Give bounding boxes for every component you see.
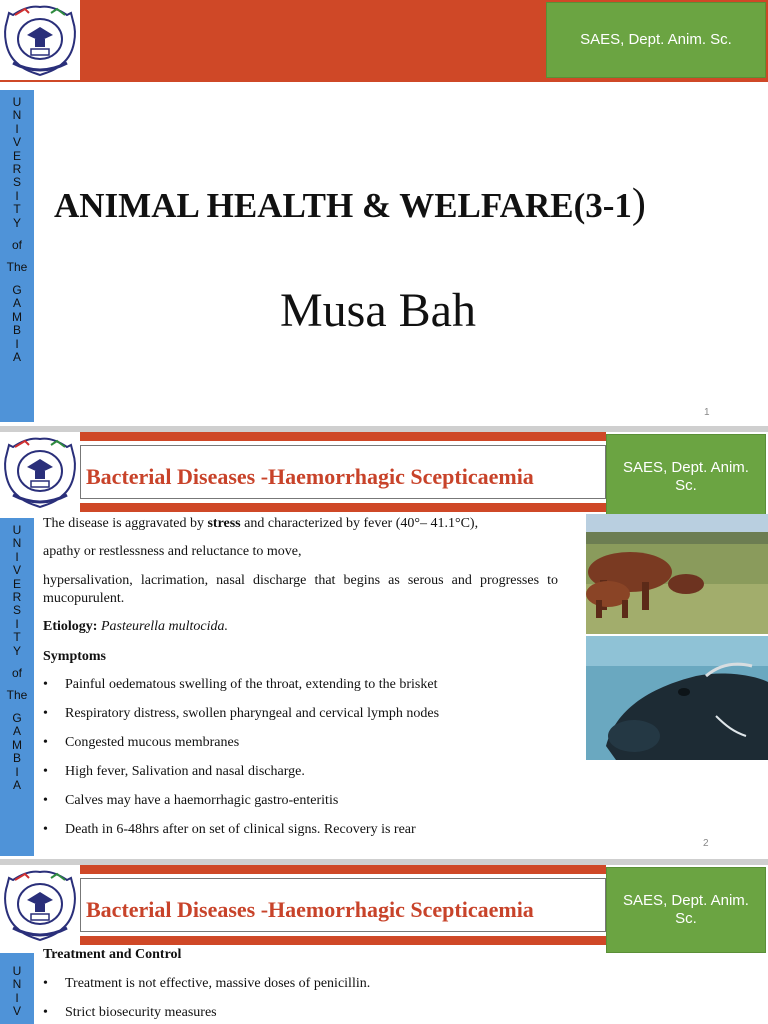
slide-title: Bacterial Diseases -Haemorrhagic Scepticaemia <box>86 464 534 489</box>
sidebar-letter: A <box>12 296 21 311</box>
crest-icon <box>1 866 79 944</box>
crest-icon <box>1 1 79 79</box>
sidebar-letter: B <box>12 323 21 338</box>
author-name: Musa Bah <box>280 284 476 337</box>
sidebar-letter: I <box>15 616 19 631</box>
sidebar-letter: R <box>12 590 22 605</box>
body-paragraph: hypersalivation, lacrimation, nasal discharge that begins as serous and progresses to mucopurulent. <box>43 573 558 606</box>
sidebar-letter: S <box>12 603 21 618</box>
sidebar-letter: T <box>13 630 21 645</box>
course-title-text: ANIMAL HEALTH & WELFARE(3-1 <box>54 186 632 225</box>
sidebar-letter: G <box>12 710 22 725</box>
sidebar-letter: S <box>12 175 21 190</box>
title-stripe-top <box>80 865 606 874</box>
title-stripe-bottom <box>80 503 606 512</box>
cattle-closeup-photo <box>586 636 768 760</box>
sidebar-letter: A <box>12 777 21 792</box>
list-item: • Painful oedematous swelling of the throat, extending to the brisket <box>43 676 437 694</box>
course-title <box>54 180 754 228</box>
sidebar-letter: Y <box>12 643 21 658</box>
sidebar-letter: I <box>15 336 19 351</box>
slide-3 <box>0 865 768 1024</box>
sidebar-letter: I <box>15 549 19 564</box>
symptoms-heading: Symptoms <box>43 649 107 664</box>
title-stripe-top <box>80 432 606 441</box>
sidebar-word: of <box>11 238 22 253</box>
sidebar-letter: A <box>12 349 21 364</box>
sidebar-letter: V <box>12 1004 21 1019</box>
university-sidebar <box>0 518 34 856</box>
list-item: • High fever, Salivation and nasal discharge. <box>43 763 305 781</box>
sidebar-letter: N <box>12 536 22 551</box>
title-stripe-bottom <box>80 936 606 945</box>
sidebar-letter: N <box>12 108 22 123</box>
sidebar-letter: V <box>12 563 21 578</box>
dept-label: SAES, Dept. Anim. Sc. <box>606 434 766 520</box>
page-number: 2 <box>703 838 709 849</box>
university-logo <box>0 0 80 80</box>
sidebar-letter: U <box>12 95 22 109</box>
sidebar-letter: Y <box>12 215 21 230</box>
cattle-closeup-image <box>586 636 768 760</box>
list-item: • Death in 6-48hrs after on set of clinical signs. Recovery is rear <box>43 821 416 839</box>
sidebar-word: The <box>6 260 28 275</box>
intro-bold: stress <box>207 516 241 531</box>
sidebar-word: of <box>11 666 22 681</box>
sidebar-letter: I <box>15 990 19 1005</box>
slide-2 <box>0 432 768 859</box>
university-sidebar <box>0 953 34 1024</box>
university-logo <box>0 432 80 512</box>
slide-1 <box>0 0 768 426</box>
dept-label: SAES, Dept. Anim. Sc. <box>606 867 766 953</box>
sidebar-letter: I <box>15 188 19 203</box>
treatment-heading: Treatment and Control <box>43 947 182 962</box>
sidebar-letter: T <box>13 202 21 217</box>
sidebar-letter: I <box>15 121 19 136</box>
intro-line <box>43 515 558 533</box>
dept-label: SAES, Dept. Anim. Sc. <box>546 2 766 78</box>
list-item: • Respiratory distress, swollen pharyngeal and cervical lymph nodes <box>43 705 439 723</box>
sidebar-letter: U <box>12 964 22 978</box>
sidebar-letter: A <box>12 724 21 739</box>
crest-icon <box>1 433 79 511</box>
etiology-value: Pasteurella multocida. <box>100 619 228 634</box>
sidebar-letter: G <box>12 282 22 297</box>
university-sidebar <box>0 90 34 422</box>
intro-pre: The disease is aggravated by <box>43 516 208 531</box>
sidebar-letter: V <box>12 135 21 150</box>
course-title-paren: ) <box>631 181 646 227</box>
list-item: • Congested mucous membranes <box>43 734 239 752</box>
sidebar-letter: N <box>12 977 22 992</box>
body-line: apathy or restlessness and reluctance to move, <box>43 544 302 559</box>
list-item: • Strict biosecurity measures <box>43 1004 217 1022</box>
sidebar-word: The <box>6 688 28 703</box>
sidebar-letter: B <box>12 751 21 766</box>
page-number: 1 <box>704 407 710 418</box>
list-item: • Calves may have a haemorrhagic gastro-enteritis <box>43 792 338 810</box>
list-item: • Treatment is not effective, massive doses of penicillin. <box>43 975 370 993</box>
etiology-label: Etiology: <box>43 619 98 634</box>
sidebar-letter: M <box>12 737 22 752</box>
sidebar-letter: I <box>15 764 19 779</box>
sidebar-letter: M <box>12 309 22 324</box>
sidebar-letter: R <box>12 162 22 177</box>
cattle-field-image <box>586 514 768 634</box>
intro-post: and characterized by fever (40°– 41.1°C), <box>240 516 479 531</box>
university-logo <box>0 865 80 945</box>
sidebar-letter: U <box>12 523 22 537</box>
cattle-field-photo <box>586 514 768 634</box>
sidebar-letter: E <box>12 576 21 591</box>
slide-title: Bacterial Diseases -Haemorrhagic Scepticaemia <box>86 897 534 922</box>
etiology-line <box>43 618 558 636</box>
sidebar-letter: E <box>12 148 21 163</box>
